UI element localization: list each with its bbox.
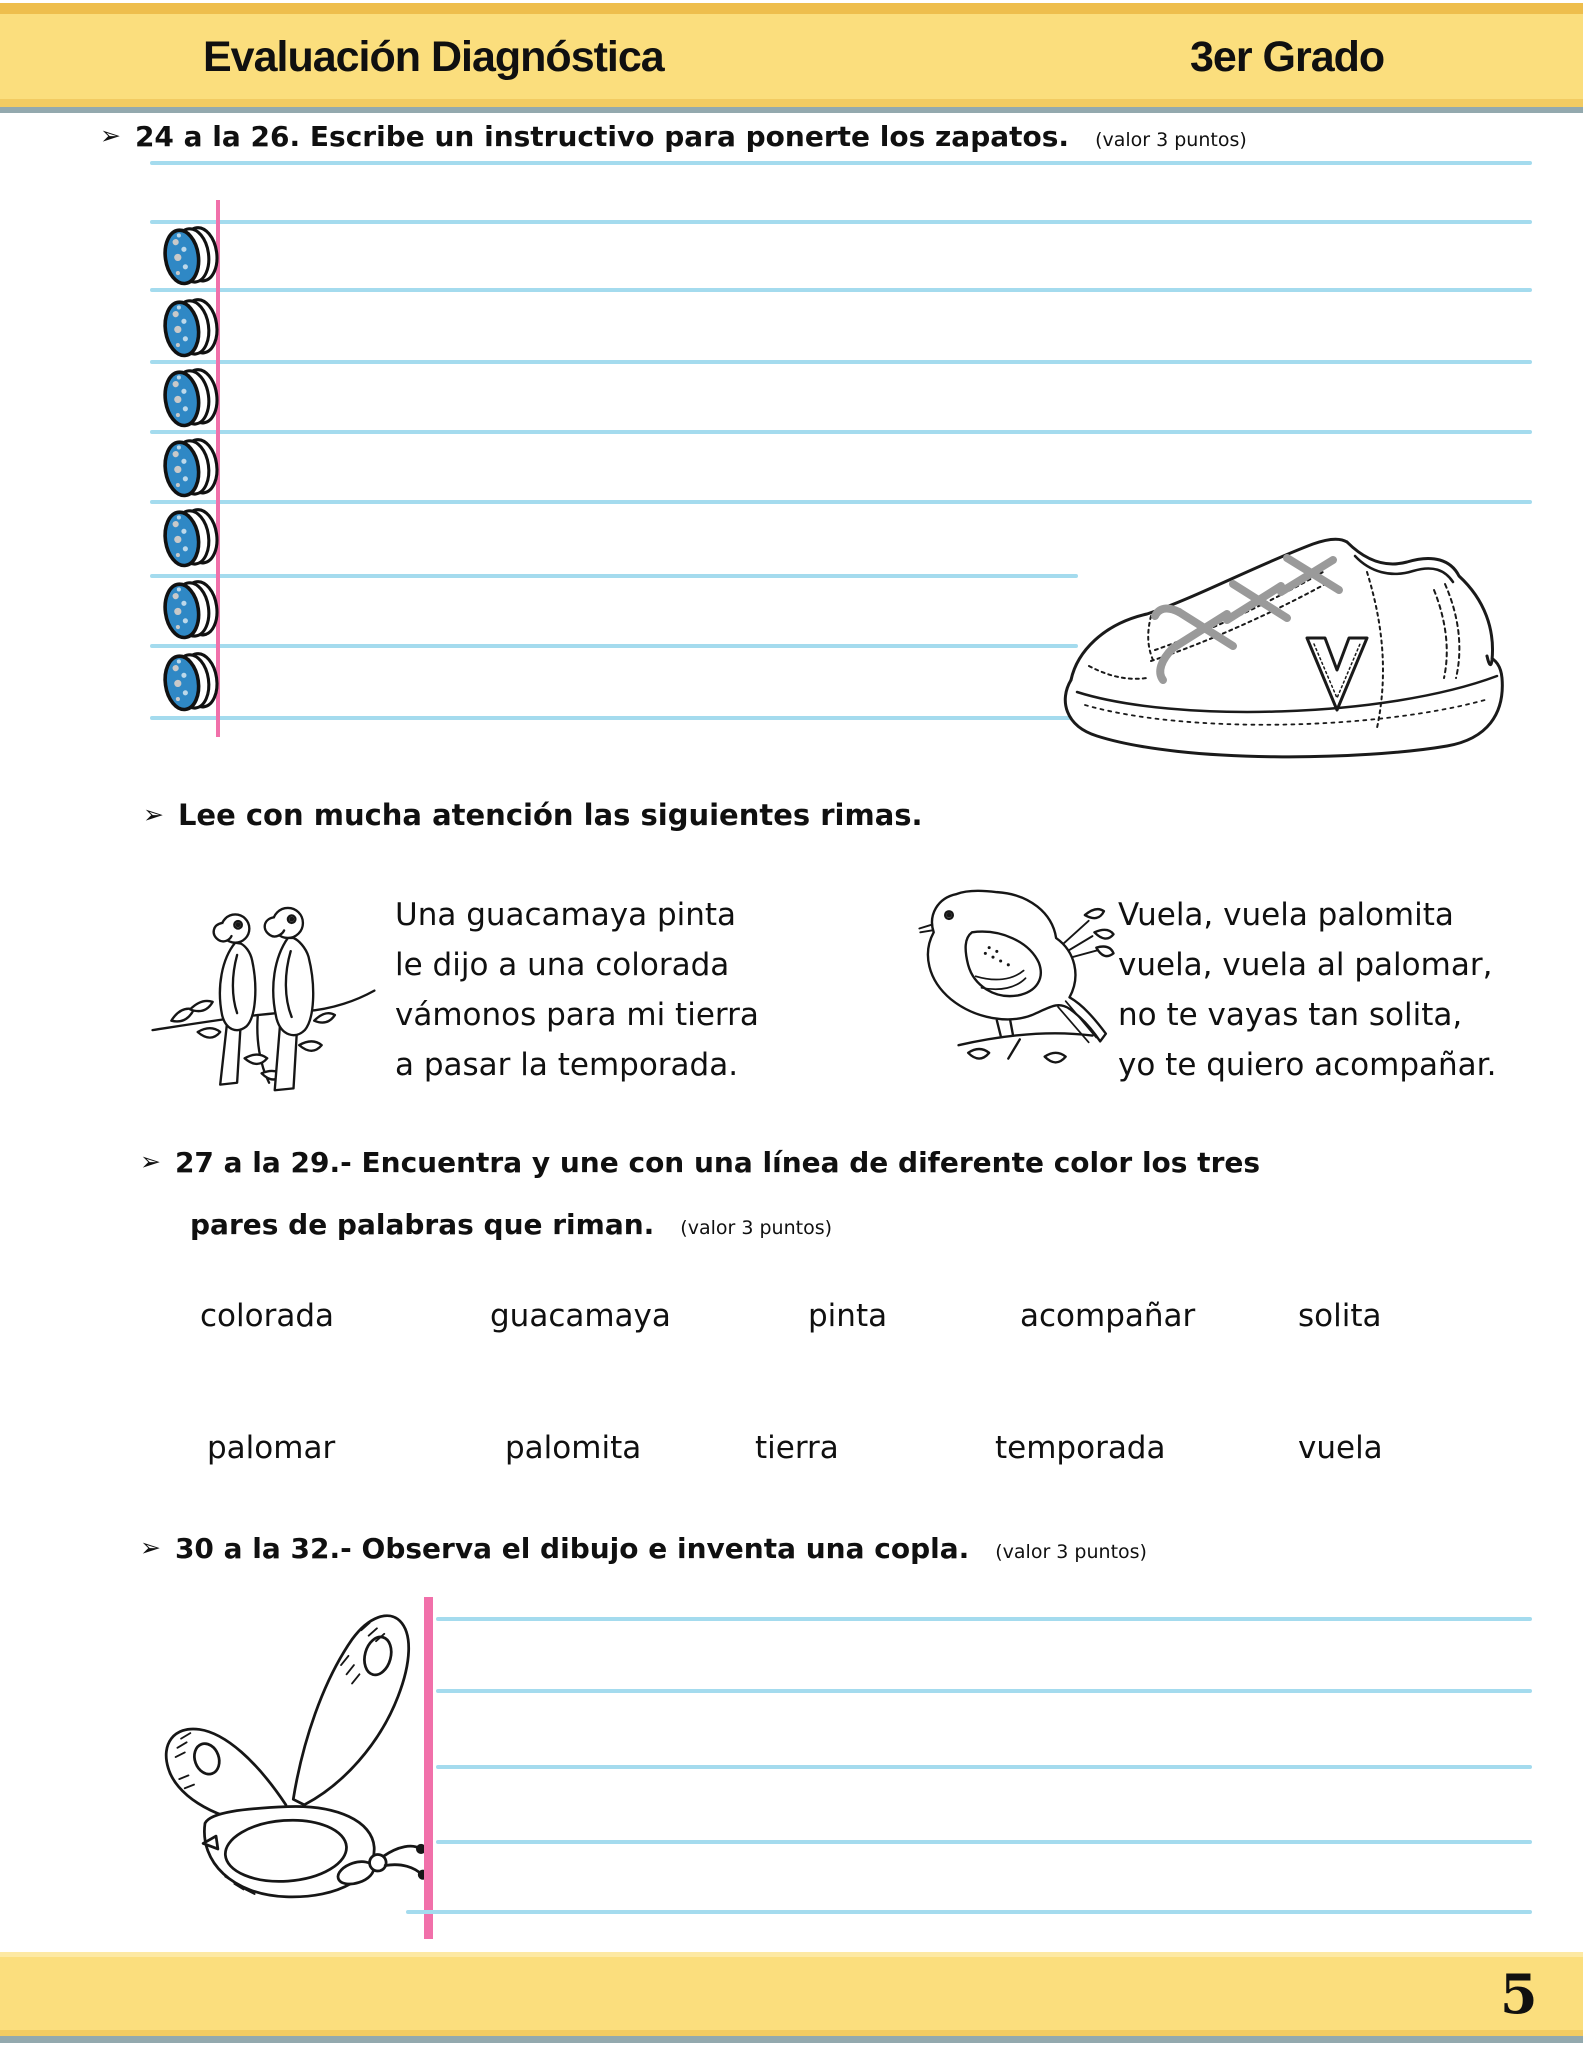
rhyme-word: acompañar [1020, 1298, 1196, 1334]
margin-line-thick [424, 1597, 433, 1939]
question-24-26-points: (valor 3 puntos) [1095, 129, 1247, 151]
question-27-29 [140, 1146, 1260, 1179]
rhyme-left-line: a pasar la temporada. [395, 1047, 739, 1083]
parrots-illustration [145, 880, 380, 1105]
ruled-line [406, 1910, 1532, 1914]
page-number: 5 [1500, 1962, 1538, 2026]
header-gold-strip [0, 3, 1583, 14]
rhyme-right-line: no te vayas tan solita, [1118, 997, 1463, 1033]
rhyme-word: guacamaya [490, 1298, 671, 1334]
question-30-32-points: (valor 3 puntos) [995, 1541, 1147, 1563]
arrow-bullet-icon: ➢ [140, 1147, 161, 1176]
rhymes-intro-text: Lee con mucha atención las siguientes rimas. [177, 798, 923, 832]
spiral-ring-icon [155, 504, 221, 572]
arrow-bullet-icon: ➢ [100, 121, 121, 150]
rhyme-word: colorada [200, 1298, 335, 1334]
butterfly-illustration [148, 1598, 433, 1928]
rhyme-word: pinta [808, 1298, 888, 1334]
spiral-ring-icon [155, 576, 221, 644]
rhyme-word: temporada [995, 1430, 1166, 1466]
rhyme-word: vuela [1298, 1430, 1383, 1466]
question-30-32-text: 30 a la 32.- Observa el dibujo e inventa una copla. [174, 1532, 970, 1565]
footer-yellow-band [0, 1957, 1583, 2030]
sneaker-illustration [1055, 520, 1515, 775]
rhyme-right-line: yo te quiero acompañar. [1118, 1047, 1497, 1083]
question-24-26-text: 24 a la 26. Escribe un instructivo para ponerte los zapatos. [134, 120, 1070, 153]
rhyme-left [395, 890, 759, 1090]
ruled-line [150, 360, 1532, 364]
ruled-line [150, 430, 1532, 434]
header-divider-line [0, 107, 1583, 113]
rhyme-word: solita [1298, 1298, 1382, 1334]
spiral-ring-icon [155, 222, 221, 290]
question-30-32 [140, 1532, 1147, 1565]
arrow-bullet-icon: ➢ [143, 800, 164, 829]
ruled-line [150, 574, 1078, 578]
question-24-26 [100, 120, 1247, 153]
arrow-bullet-icon: ➢ [140, 1533, 161, 1562]
rhyme-right [1118, 890, 1496, 1090]
rhyme-left-line: Una guacamaya pinta [395, 897, 737, 933]
worksheet-title: Evaluación Diagnóstica [203, 33, 664, 81]
rhyme-word: palomita [505, 1430, 642, 1466]
spiral-ring-icon [155, 364, 221, 432]
ruled-line [150, 644, 1078, 648]
question-27-29-line1: 27 a la 29.- Encuentra y une con una línea de diferente color los tres [174, 1146, 1261, 1179]
rhyme-right-line: Vuela, vuela palomita [1118, 897, 1454, 933]
grade-label: 3er Grado [1190, 33, 1385, 81]
spiral-ring-icon [155, 294, 221, 362]
rhyme-word: palomar [207, 1430, 336, 1466]
rhymes-intro [143, 798, 923, 832]
rhyme-word: tierra [755, 1430, 839, 1466]
spiral-ring-icon [155, 434, 221, 502]
footer-divider-line [0, 2036, 1583, 2043]
spiral-ring-icon [155, 648, 221, 716]
question-27-29-points: (valor 3 puntos) [680, 1217, 833, 1239]
ruled-line [150, 716, 1078, 720]
question-27-29-cont [190, 1208, 832, 1241]
ruled-line [150, 220, 1532, 224]
ruled-line [150, 288, 1532, 292]
ruled-line [150, 500, 1532, 504]
ruled-line [436, 1765, 1532, 1769]
question-27-29-line2: pares de palabras que riman. [190, 1208, 655, 1241]
rhyme-right-line: vuela, vuela al palomar, [1118, 947, 1493, 983]
dove-illustration [905, 878, 1125, 1088]
ruled-line [436, 1617, 1532, 1621]
rhyme-left-line: vámonos para mi tierra [395, 997, 759, 1033]
ruled-line [436, 1840, 1532, 1844]
ruled-line [436, 1689, 1532, 1693]
rhyme-left-line: le dijo a una colorada [395, 947, 730, 983]
header-gold-bottom-strip [0, 99, 1583, 107]
ruled-line [150, 161, 1532, 165]
